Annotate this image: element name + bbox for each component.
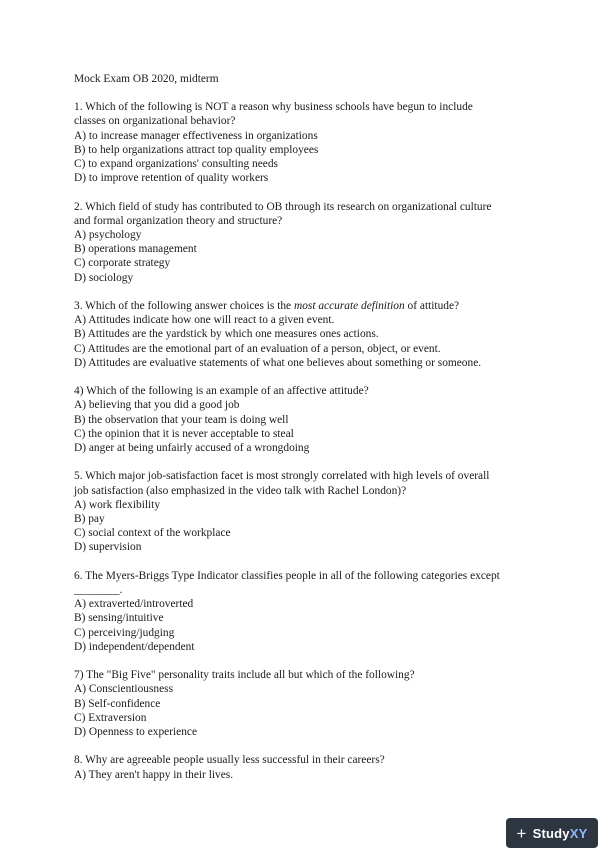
question-stem: 8. Why are agreeable people usually less successful in their careers? — [74, 754, 385, 767]
question-stem: 4) Which of the following is an example of an affective attitude? — [74, 385, 369, 398]
question-stem: classes on organizational behavior? — [74, 115, 236, 128]
answer-option: B) Attitudes are the yardstick by which one measures ones actions. — [74, 328, 379, 341]
answer-option: B) operations management — [74, 243, 197, 256]
answer-option: C) to expand organizations' consulting needs — [74, 158, 278, 171]
brand-text-study: Study — [532, 825, 570, 841]
question-7 — [74, 668, 544, 739]
answer-option: B) Self-confidence — [74, 697, 161, 710]
studyxy-watermark[interactable] — [506, 818, 598, 848]
exam-title: Mock Exam OB 2020, midterm — [74, 73, 219, 85]
answer-option: C) social context of the workplace — [74, 527, 231, 540]
answer-option: C) perceiving/judging — [74, 626, 175, 639]
answer-option: A) Conscientiousness — [74, 683, 174, 696]
answer-option: D) Attitudes are evaluative statements of what one believes about something or someone. — [74, 356, 482, 369]
answer-option: D) Openness to experience — [74, 726, 198, 739]
question-stem: 2. Which field of study has contributed to OB through its research on organizational culture — [74, 200, 492, 213]
stem-text: of attitude? — [404, 300, 460, 313]
answer-option: D) independent/dependent — [74, 640, 195, 653]
question-stem: 7) The "Big Five" personality traits include all but which of the following? — [74, 669, 415, 682]
answer-option: A) Attitudes indicate how one will react to a given event. — [74, 314, 335, 327]
answer-option: A) believing that you did a good job — [74, 399, 240, 412]
answer-option: C) Extraversion — [74, 711, 147, 724]
brand-text-xy: XY — [569, 825, 588, 841]
plus-icon: + — [516, 823, 527, 843]
answer-option: B) sensing/intuitive — [74, 612, 164, 625]
question-stem: and formal organization theory and structure? — [74, 214, 283, 227]
answer-option: D) anger at being unfairly accused of a wrongdoing — [74, 442, 310, 455]
question-4 — [74, 384, 544, 455]
question-6 — [74, 569, 544, 654]
question-stem: 5. Which major job-satisfaction facet is most strongly correlated with high levels of overall — [74, 470, 490, 483]
question-stem — [74, 299, 544, 313]
answer-option: B) pay — [74, 513, 105, 526]
answer-option: C) Attitudes are the emotional part of an evaluation of a person, object, or event. — [74, 342, 441, 355]
question-1 — [74, 100, 544, 185]
question-8 — [74, 753, 544, 781]
answer-option: A) work flexibility — [74, 498, 161, 511]
stem-emphasis: most accurate definition — [293, 300, 405, 313]
answer-option: D) supervision — [74, 541, 142, 554]
answer-option: D) to improve retention of quality workers — [74, 172, 269, 185]
exam-page — [74, 72, 544, 796]
question-stem: 6. The Myers-Briggs Type Indicator classifies people in all of the following categories except — [74, 569, 500, 582]
question-stem: job satisfaction (also emphasized in the video talk with Rachel London)? — [74, 484, 407, 497]
answer-option: C) corporate strategy — [74, 257, 171, 270]
answer-option: B) to help organizations attract top quality employees — [74, 143, 319, 156]
answer-option: A) to increase manager effectiveness in organizations — [74, 129, 318, 142]
question-5 — [74, 469, 544, 554]
answer-option: A) They aren't happy in their lives. — [74, 768, 234, 781]
answer-option: C) the opinion that it is never acceptable to steal — [74, 427, 294, 440]
answer-option: A) extraverted/introverted — [74, 598, 194, 611]
answer-option: D) sociology — [74, 271, 134, 284]
question-stem: ________. — [74, 584, 123, 597]
stem-text: 3. Which of the following answer choices is the — [74, 300, 294, 313]
question-3 — [74, 299, 544, 370]
question-2 — [74, 200, 544, 285]
answer-option: A) psychology — [74, 229, 142, 242]
answer-option: B) the observation that your team is doing well — [74, 413, 289, 426]
question-stem: 1. Which of the following is NOT a reason why business schools have begun to include — [74, 101, 473, 114]
